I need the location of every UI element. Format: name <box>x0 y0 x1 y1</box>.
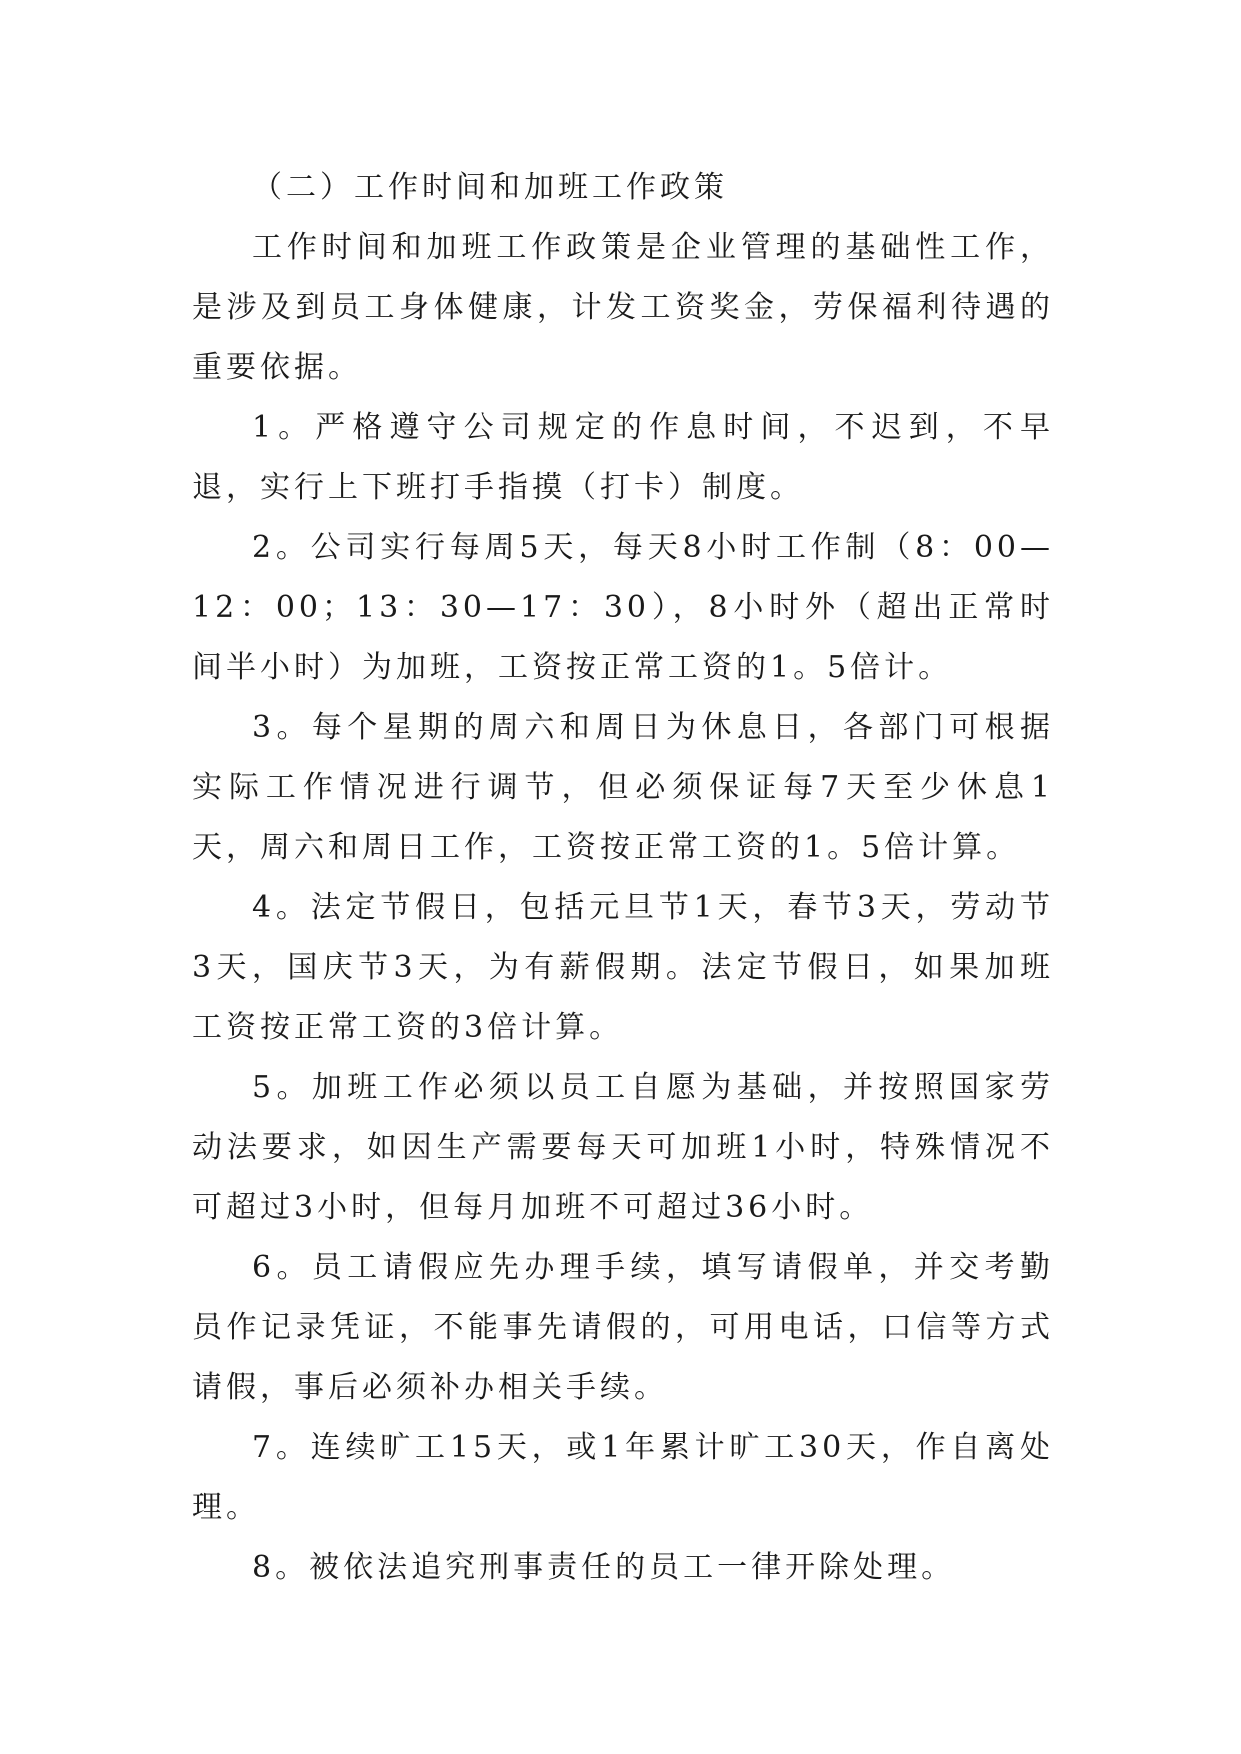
rule-paragraph-4: 4。法定节假日，包括元旦节1天，春节3天，劳动节3天，国庆节3天，为有薪假期。法定节假日，如果加班工资按正常工资的3倍计算。 <box>192 890 1054 1045</box>
document-body <box>192 158 1054 1598</box>
rule-paragraph-6: 6。员工请假应先办理手续，填写请假单，并交考勤员作记录凭证，不能事先请假的，可用电话，口信等方式请假，事后必须补办相关手续。 <box>192 1250 1054 1405</box>
rule-paragraph-1: 1。严格遵守公司规定的作息时间，不迟到，不早退，实行上下班打手指摸（打卡）制度。 <box>192 410 1054 505</box>
rule-paragraph-7: 7。连续旷工15天，或1年累计旷工30天，作自离处理。 <box>192 1430 1054 1525</box>
intro-paragraph: 工作时间和加班工作政策是企业管理的基础性工作，是涉及到员工身体健康，计发工资奖金，劳保福利待遇的重要依据。 <box>192 230 1054 385</box>
rule-paragraph-8: 8。被依法追究刑事责任的员工一律开除处理。 <box>252 1550 956 1585</box>
section-heading: （二）工作时间和加班工作政策 <box>252 170 728 205</box>
rule-paragraph-3: 3。每个星期的周六和周日为休息日，各部门可根据实际工作情况进行调节，但必须保证每7天至少休息1天，周六和周日工作，工资按正常工资的1。5倍计算。 <box>192 710 1054 865</box>
rule-paragraph-2: 2。公司实行每周5天，每天8小时工作制（8：00—12：00；13：30—17：30），8小时外（超出正常时间半小时）为加班，工资按正常工资的1。5倍计。 <box>192 530 1054 685</box>
rule-paragraph-5: 5。加班工作必须以员工自愿为基础，并按照国家劳动法要求，如因生产需要每天可加班1小时，特殊情况不可超过3小时，但每月加班不可超过36小时。 <box>192 1070 1054 1225</box>
